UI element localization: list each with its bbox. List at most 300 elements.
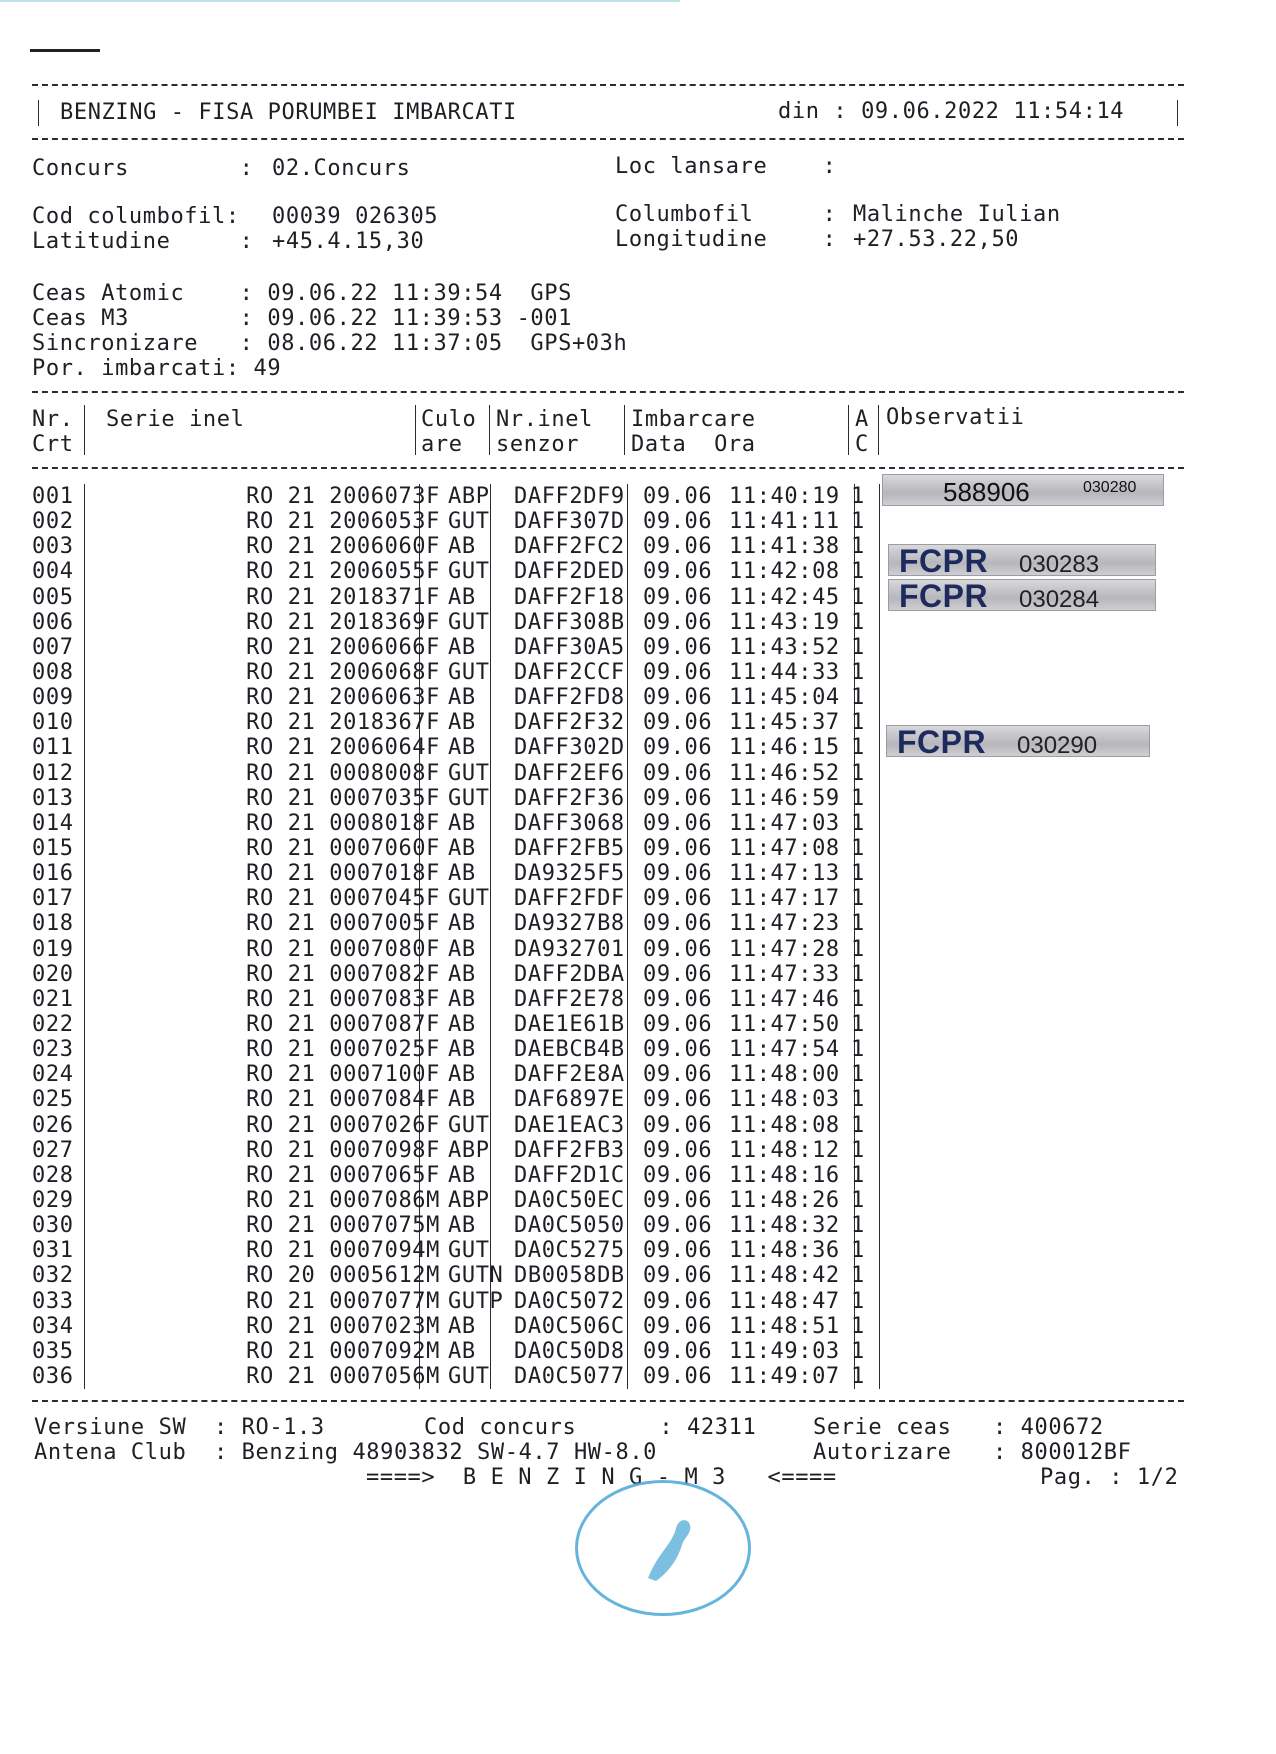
table-row xyxy=(32,610,873,635)
sep-ac-head xyxy=(878,405,879,455)
row-ac: 1 xyxy=(851,936,865,962)
row-serie-inel: RO 21 0007075M xyxy=(246,1213,440,1239)
row-serie-inel: RO 21 0007083F xyxy=(246,986,440,1012)
row-senzor: DAEBCB4B xyxy=(514,1037,625,1063)
row-ac: 1 xyxy=(851,886,865,912)
row-nr: 028 xyxy=(32,1162,74,1188)
row-culoare: GUT xyxy=(448,760,490,786)
row-serie-inel: RO 21 2018369F xyxy=(246,609,440,635)
row-serie-inel: RO 21 2018367F xyxy=(246,710,440,736)
table-row xyxy=(32,1138,873,1163)
cod-concurs: Cod concurs : 42311 xyxy=(424,1415,757,1440)
row-ac: 1 xyxy=(851,509,865,535)
row-ac: 1 xyxy=(851,735,865,761)
row-ora: 11:47:28 xyxy=(729,936,840,962)
row-ora: 11:47:17 xyxy=(729,886,840,912)
table-row xyxy=(32,1113,873,1138)
row-senzor: DAFF308B xyxy=(514,609,625,635)
row-senzor: DA0C5275 xyxy=(514,1238,625,1264)
row-serie-inel: RO 21 0007080F xyxy=(246,936,440,962)
row-data: 09.06 xyxy=(643,836,713,862)
row-ac: 1 xyxy=(851,911,865,937)
row-nr: 018 xyxy=(32,911,74,937)
row-data: 09.06 xyxy=(643,961,713,987)
row-nr: 016 xyxy=(32,861,74,887)
row-serie-inel: RO 21 2006053F xyxy=(246,509,440,535)
row-serie-inel: RO 21 0007025F xyxy=(246,1037,440,1063)
row-serie-inel: RO 21 0008008F xyxy=(246,760,440,786)
sep-serie-head xyxy=(415,405,416,455)
row-culoare: ABP xyxy=(448,1188,490,1213)
sep-culoare-head xyxy=(489,405,490,455)
row-ora: 11:44:33 xyxy=(729,660,840,686)
ceas-m3: Ceas M3 : 09.06.22 11:39:53 -001 xyxy=(32,306,572,331)
row-nr: 005 xyxy=(32,584,74,610)
row-ac: 1 xyxy=(851,1263,865,1289)
row-ora: 11:47:46 xyxy=(729,986,840,1012)
row-serie-inel: RO 21 0007023M xyxy=(246,1313,440,1339)
row-ora: 11:46:15 xyxy=(729,735,840,761)
row-ora: 11:43:52 xyxy=(729,634,840,660)
row-ac: 1 xyxy=(851,986,865,1012)
row-ora: 11:40:19 xyxy=(729,484,840,510)
row-culoare: GUT xyxy=(448,1238,490,1264)
row-serie-inel: RO 21 0008018F xyxy=(246,810,440,836)
row-serie-inel: RO 21 0007035F xyxy=(246,785,440,811)
row-culoare: GUT xyxy=(448,609,490,635)
row-data: 09.06 xyxy=(643,861,713,887)
row-ora: 11:48:42 xyxy=(729,1263,840,1289)
row-data: 09.06 xyxy=(643,710,713,736)
porumbei-imbarcati: Por. imbarcati: 49 xyxy=(32,356,282,381)
table-row xyxy=(32,1037,873,1062)
table-row xyxy=(32,660,873,685)
row-nr: 034 xyxy=(32,1313,74,1339)
row-serie-inel: RO 21 0007084F xyxy=(246,1087,440,1113)
ceas-atomic: Ceas Atomic : 09.06.22 11:39:54 GPS xyxy=(32,281,572,306)
row-data: 09.06 xyxy=(643,1037,713,1063)
table-row xyxy=(32,484,873,509)
row-data: 09.06 xyxy=(643,936,713,962)
row-ora: 11:47:03 xyxy=(729,810,840,836)
row-nr: 012 xyxy=(32,760,74,786)
sticker-number: 030290 xyxy=(1017,732,1098,759)
row-culoare: AB xyxy=(448,1213,476,1239)
observatii-sticker xyxy=(888,578,1156,614)
table-row xyxy=(32,786,873,811)
row-culoare: AB xyxy=(448,1037,476,1063)
observatii-sticker xyxy=(882,474,1164,506)
row-culoare: GUT xyxy=(448,1363,490,1389)
table-row xyxy=(32,1364,873,1389)
row-ora: 11:47:50 xyxy=(729,1012,840,1038)
sticker-number: 588906 xyxy=(943,477,1030,507)
row-data: 09.06 xyxy=(643,1288,713,1314)
row-senzor: DA9327B8 xyxy=(514,911,625,937)
loc-lansare-label: Loc lansare : xyxy=(615,154,837,179)
table-row xyxy=(32,886,873,911)
row-nr: 003 xyxy=(32,534,74,560)
col-senzor-2: senzor xyxy=(496,432,580,457)
row-ac: 1 xyxy=(851,810,865,836)
row-data: 09.06 xyxy=(643,1112,713,1138)
row-serie-inel: RO 21 0007100F xyxy=(246,1062,440,1088)
row-data: 09.06 xyxy=(643,1213,713,1239)
row-nr: 011 xyxy=(32,735,74,761)
table-row xyxy=(32,509,873,534)
pigeon-icon xyxy=(578,1483,748,1613)
row-ora: 11:48:26 xyxy=(729,1188,840,1213)
table-row xyxy=(32,761,873,786)
row-nr: 002 xyxy=(32,509,74,535)
row-serie-inel: RO 21 0007065F xyxy=(246,1162,440,1188)
row-senzor: DAFF2E8A xyxy=(514,1062,625,1088)
row-ora: 11:49:03 xyxy=(729,1338,840,1364)
col-ac-2: C xyxy=(855,432,869,457)
page-number: Pag. : 1/2 xyxy=(1040,1465,1179,1490)
row-data: 09.06 xyxy=(643,1087,713,1113)
row-senzor: DAFF2F32 xyxy=(514,710,625,736)
row-ora: 11:48:47 xyxy=(729,1288,840,1314)
row-senzor: DAE1EAC3 xyxy=(514,1112,625,1138)
sticker-brand: FCPR xyxy=(897,724,987,760)
row-serie-inel: RO 21 0007092M xyxy=(246,1338,440,1364)
row-senzor: DAFF2F36 xyxy=(514,785,625,811)
row-ac: 1 xyxy=(851,1288,865,1314)
row-nr: 031 xyxy=(32,1238,74,1264)
row-nr: 006 xyxy=(32,609,74,635)
row-data: 09.06 xyxy=(643,1162,713,1188)
row-data: 09.06 xyxy=(643,660,713,686)
table-row xyxy=(32,1289,873,1314)
row-nr: 026 xyxy=(32,1112,74,1138)
col-imbarcare-1: Imbarcare xyxy=(631,407,756,432)
row-data: 09.06 xyxy=(643,1263,713,1289)
row-ora: 11:48:03 xyxy=(729,1087,840,1113)
row-senzor: DA0C50D8 xyxy=(514,1338,625,1364)
row-nr: 027 xyxy=(32,1137,74,1163)
row-ora: 11:46:52 xyxy=(729,760,840,786)
row-senzor: DAFF3068 xyxy=(514,810,625,836)
row-data: 09.06 xyxy=(643,1137,713,1163)
table-row xyxy=(32,1339,873,1364)
row-data: 09.06 xyxy=(643,911,713,937)
row-data: 09.06 xyxy=(643,559,713,585)
row-ac: 1 xyxy=(851,685,865,711)
header-top-rule xyxy=(32,84,1184,86)
row-serie-inel: RO 21 0007045F xyxy=(246,886,440,912)
row-ora: 11:48:32 xyxy=(729,1213,840,1239)
columns-bottom-rule xyxy=(32,467,1184,469)
row-data: 09.06 xyxy=(643,1188,713,1213)
row-senzor: DAFF2DED xyxy=(514,559,625,585)
row-ac: 1 xyxy=(851,1062,865,1088)
col-nr-2: Crt xyxy=(32,432,74,457)
row-ora: 11:48:36 xyxy=(729,1238,840,1264)
header-bottom-rule xyxy=(32,138,1184,140)
row-ora: 11:48:16 xyxy=(729,1162,840,1188)
row-senzor: DA932701 xyxy=(514,936,625,962)
row-nr: 010 xyxy=(32,710,74,736)
row-ac: 1 xyxy=(851,1012,865,1038)
columbofil-value: Malinche Iulian xyxy=(853,202,1061,227)
row-serie-inel: RO 21 0007077M xyxy=(246,1288,440,1314)
row-ac: 1 xyxy=(851,1137,865,1163)
row-culoare: GUTN xyxy=(448,1263,504,1289)
row-culoare: GUT xyxy=(448,660,490,686)
row-senzor: DAFF2FDF xyxy=(514,886,625,912)
row-senzor: DAFF2EF6 xyxy=(514,760,625,786)
row-data: 09.06 xyxy=(643,810,713,836)
row-ac: 1 xyxy=(851,534,865,560)
row-culoare: AB xyxy=(448,1087,476,1113)
row-ac: 1 xyxy=(851,1162,865,1188)
row-culoare: AB xyxy=(448,1012,476,1038)
table-row xyxy=(32,911,873,936)
row-nr: 007 xyxy=(32,634,74,660)
corner-mark xyxy=(30,49,100,52)
sticker-number: 030283 xyxy=(1019,551,1100,578)
table-row xyxy=(32,534,873,559)
benzing-banner: ====> B E N Z I N G - M 3 <==== xyxy=(366,1465,837,1490)
row-senzor: DAFF2FB5 xyxy=(514,836,625,862)
row-ac: 1 xyxy=(851,660,865,686)
row-senzor: DAFF2E78 xyxy=(514,986,625,1012)
row-ac: 1 xyxy=(851,1313,865,1339)
row-senzor: DAFF2CCF xyxy=(514,660,625,686)
table-row xyxy=(32,585,873,610)
row-nr: 015 xyxy=(32,836,74,862)
row-data: 09.06 xyxy=(643,1238,713,1264)
sincronizare: Sincronizare : 08.06.22 11:37:05 GPS+03h xyxy=(32,331,628,356)
latitudine-label: Latitudine : xyxy=(32,229,254,254)
row-nr: 024 xyxy=(32,1062,74,1088)
row-data: 09.06 xyxy=(643,1313,713,1339)
row-nr: 001 xyxy=(32,484,74,510)
table-row xyxy=(32,1087,873,1112)
row-ora: 11:48:51 xyxy=(729,1313,840,1339)
row-serie-inel: RO 21 2006060F xyxy=(246,534,440,560)
row-culoare: GUT xyxy=(448,1112,490,1138)
row-data: 09.06 xyxy=(643,785,713,811)
row-nr: 025 xyxy=(32,1087,74,1113)
sep-senzor-head xyxy=(624,405,625,455)
row-ac: 1 xyxy=(851,609,865,635)
row-serie-inel: RO 21 0007005F xyxy=(246,911,440,937)
sticker-code: 030280 xyxy=(1083,479,1137,496)
table-row xyxy=(32,1263,873,1288)
row-ora: 11:47:33 xyxy=(729,961,840,987)
table-row xyxy=(32,735,873,760)
table-row xyxy=(32,836,873,861)
row-data: 09.06 xyxy=(643,685,713,711)
row-ac: 1 xyxy=(851,1213,865,1239)
row-nr: 019 xyxy=(32,936,74,962)
row-culoare: AB xyxy=(448,936,476,962)
row-data: 09.06 xyxy=(643,986,713,1012)
row-nr: 033 xyxy=(32,1288,74,1314)
row-serie-inel: RO 21 2006055F xyxy=(246,559,440,585)
table-row xyxy=(32,685,873,710)
row-senzor: DAFF2FD8 xyxy=(514,685,625,711)
col-ac-1: A xyxy=(855,407,869,432)
col-imbarcare-2: Data Ora xyxy=(631,432,756,457)
longitudine-label: Longitudine : xyxy=(615,227,837,252)
header-right-bar xyxy=(1177,100,1178,126)
table-row xyxy=(32,937,873,962)
club-stamp xyxy=(575,1480,751,1616)
row-culoare: ABP xyxy=(448,1137,490,1163)
row-ac: 1 xyxy=(851,836,865,862)
row-serie-inel: RO 21 0007056M xyxy=(246,1363,440,1389)
row-senzor: DB0058DB xyxy=(514,1263,625,1289)
pigeon-table xyxy=(32,484,873,1389)
row-nr: 013 xyxy=(32,785,74,811)
row-culoare: AB xyxy=(448,1338,476,1364)
row-data: 09.06 xyxy=(643,609,713,635)
row-ora: 11:41:11 xyxy=(729,509,840,535)
row-senzor: DAFF2FC2 xyxy=(514,534,625,560)
row-ora: 11:49:07 xyxy=(729,1363,840,1389)
cod-columbofil-value: 00039 026305 xyxy=(272,204,439,229)
antena-club: Antena Club : Benzing 48903832 SW-4.7 HW-8.0 xyxy=(34,1440,658,1465)
observatii-sticker xyxy=(888,543,1156,579)
sticker-brand: FCPR xyxy=(899,578,989,614)
columbofil-label: Columbofil : xyxy=(615,202,837,227)
row-ora: 11:42:08 xyxy=(729,559,840,585)
row-data: 09.06 xyxy=(643,1363,713,1389)
sep-nr xyxy=(84,405,85,455)
row-ora: 11:42:45 xyxy=(729,584,840,610)
row-nr: 035 xyxy=(32,1338,74,1364)
print-datetime: din : 09.06.2022 11:54:14 xyxy=(778,99,1125,124)
row-senzor: DA0C506C xyxy=(514,1313,625,1339)
row-ac: 1 xyxy=(851,710,865,736)
row-culoare: AB xyxy=(448,861,476,887)
row-serie-inel: RO 21 2006073F xyxy=(246,484,440,510)
row-data: 09.06 xyxy=(643,760,713,786)
row-ac: 1 xyxy=(851,760,865,786)
table-row xyxy=(32,1314,873,1339)
row-culoare: AB xyxy=(448,961,476,987)
row-ora: 11:48:12 xyxy=(729,1137,840,1163)
table-row xyxy=(32,1213,873,1238)
row-nr: 023 xyxy=(32,1037,74,1063)
row-ora: 11:48:00 xyxy=(729,1062,840,1088)
row-senzor: DAFF2DF9 xyxy=(514,484,625,510)
row-senzor: DA0C5050 xyxy=(514,1213,625,1239)
cod-columbofil-label: Cod columbofil: xyxy=(32,204,240,229)
row-senzor: DAFF2DBA xyxy=(514,961,625,987)
row-ac: 1 xyxy=(851,584,865,610)
row-ora: 11:46:59 xyxy=(729,785,840,811)
row-culoare: AB xyxy=(448,810,476,836)
row-data: 09.06 xyxy=(643,634,713,660)
row-ora: 11:47:08 xyxy=(729,836,840,862)
row-culoare: GUT xyxy=(448,509,490,535)
row-senzor: DA9325F5 xyxy=(514,861,625,887)
serie-ceas: Serie ceas : 400672 xyxy=(813,1415,1104,1440)
row-data: 09.06 xyxy=(643,735,713,761)
row-senzor: DAFF302D xyxy=(514,735,625,761)
row-nr: 014 xyxy=(32,810,74,836)
row-culoare: AB xyxy=(448,1313,476,1339)
observatii-sticker xyxy=(886,724,1150,760)
table-row xyxy=(32,962,873,987)
row-senzor: DA0C50EC xyxy=(514,1188,625,1213)
row-serie-inel: RO 21 0007026F xyxy=(246,1112,440,1138)
row-serie-inel: RO 20 0005612M xyxy=(246,1263,440,1289)
row-culoare: AB xyxy=(448,1062,476,1088)
row-nr: 030 xyxy=(32,1213,74,1239)
row-nr: 021 xyxy=(32,986,74,1012)
sep-imbarcare-head xyxy=(848,405,849,455)
row-senzor: DAFF307D xyxy=(514,509,625,535)
table-row xyxy=(32,1062,873,1087)
row-ac: 1 xyxy=(851,1188,865,1213)
row-nr: 029 xyxy=(32,1188,74,1213)
row-culoare: AB xyxy=(448,911,476,937)
document-title: BENZING - FISA PORUMBEI IMBARCATI xyxy=(60,100,517,125)
scan-edge xyxy=(0,0,680,2)
row-culoare: ABP xyxy=(448,484,490,510)
table-row xyxy=(32,861,873,886)
row-culoare: AB xyxy=(448,1162,476,1188)
row-serie-inel: RO 21 2006068F xyxy=(246,660,440,686)
row-nr: 004 xyxy=(32,559,74,585)
row-ac: 1 xyxy=(851,1087,865,1113)
row-data: 09.06 xyxy=(643,584,713,610)
row-serie-inel: RO 21 0007018F xyxy=(246,861,440,887)
sticker-brand: FCPR xyxy=(899,543,989,579)
header-left-bar xyxy=(38,100,39,126)
row-data: 09.06 xyxy=(643,534,713,560)
row-serie-inel: RO 21 2006066F xyxy=(246,634,440,660)
row-senzor: DA0C5072 xyxy=(514,1288,625,1314)
row-ac: 1 xyxy=(851,785,865,811)
row-culoare: AB xyxy=(448,986,476,1012)
table-row xyxy=(32,559,873,584)
row-nr: 020 xyxy=(32,961,74,987)
col-culoare-1: Culo xyxy=(421,407,477,432)
sep-ac-body xyxy=(879,484,880,1389)
row-nr: 032 xyxy=(32,1263,74,1289)
row-ac: 1 xyxy=(851,634,865,660)
col-nr-1: Nr. xyxy=(32,407,74,432)
row-senzor: DAFF30A5 xyxy=(514,634,625,660)
row-senzor: DAFF2F18 xyxy=(514,584,625,610)
col-culoare-2: are xyxy=(421,432,463,457)
row-senzor: DA0C5077 xyxy=(514,1363,625,1389)
row-culoare: GUT xyxy=(448,785,490,811)
row-culoare: GUTP xyxy=(448,1288,504,1314)
row-culoare: AB xyxy=(448,584,476,610)
row-serie-inel: RO 21 0007094M xyxy=(246,1238,440,1264)
row-ac: 1 xyxy=(851,1112,865,1138)
autorizare: Autorizare : 800012BF xyxy=(813,1440,1132,1465)
row-ac: 1 xyxy=(851,1363,865,1389)
row-ora: 11:47:54 xyxy=(729,1037,840,1063)
sticker-number: 030284 xyxy=(1019,586,1100,613)
row-culoare: AB xyxy=(448,534,476,560)
row-ac: 1 xyxy=(851,559,865,585)
row-data: 09.06 xyxy=(643,1062,713,1088)
row-ora: 11:45:04 xyxy=(729,685,840,711)
row-culoare: AB xyxy=(448,710,476,736)
table-row xyxy=(32,987,873,1012)
row-data: 09.06 xyxy=(643,1338,713,1364)
row-serie-inel: RO 21 0007086M xyxy=(246,1188,440,1213)
